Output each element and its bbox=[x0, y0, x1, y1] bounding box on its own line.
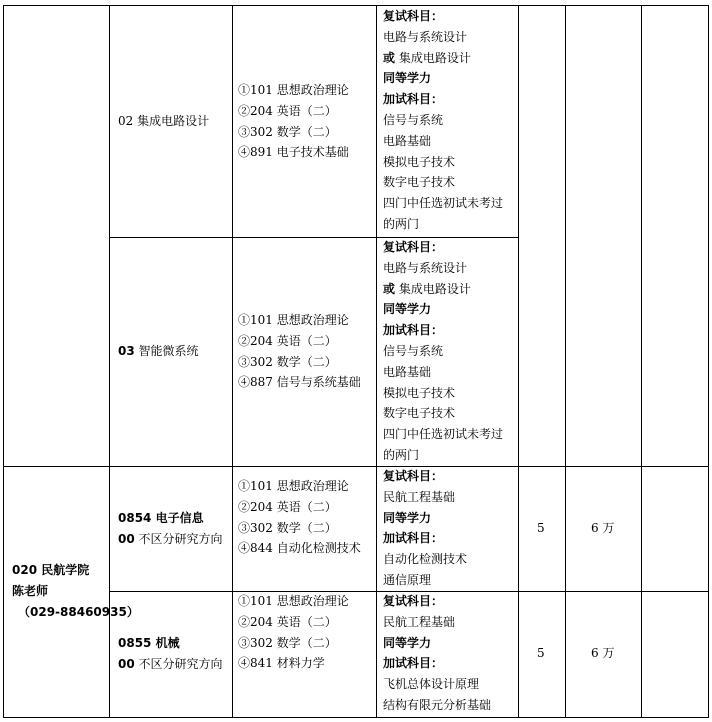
retest-line bbox=[383, 279, 471, 300]
retest-line-text: 或 bbox=[383, 281, 396, 296]
retest-line-text: 电路与系统设计 bbox=[383, 29, 468, 44]
sub-name: 不区分研究方向 bbox=[134, 656, 223, 671]
retest-line-text: 数字电子技术 bbox=[383, 175, 456, 190]
retest-line-text: 同等学力 bbox=[383, 302, 432, 317]
exam-subject: ③302 数学（二） bbox=[238, 354, 337, 369]
retest-line-text: 复试科目： bbox=[383, 240, 444, 254]
retest-line bbox=[383, 110, 443, 131]
exam-subject: ②204 英语（二） bbox=[238, 333, 337, 348]
retest-line bbox=[383, 633, 431, 654]
retest-line-text: 数字电子技术 bbox=[383, 406, 456, 421]
exam-subject: ①101 思想政治理论 bbox=[238, 594, 349, 608]
retest-line-text: 加试科目： bbox=[383, 323, 444, 338]
retest-line-text: 自动化检测技术 bbox=[383, 552, 468, 567]
retest-line-text: 同等学力 bbox=[383, 635, 432, 650]
retest-line bbox=[383, 152, 455, 173]
major-cell: 0855 机械 bbox=[118, 636, 180, 650]
college-contact: 陈老师 bbox=[12, 584, 49, 598]
fee-cell: 6 万 bbox=[591, 521, 615, 535]
exam-subject: ①101 思想政治理论 bbox=[238, 83, 349, 97]
table-rule bbox=[641, 5, 642, 718]
quota-cell: 5 bbox=[537, 646, 545, 660]
table-rule bbox=[376, 5, 377, 718]
retest-line bbox=[383, 424, 503, 445]
retest-line-text: 结构有限元分析基础 bbox=[383, 698, 492, 712]
exam-subject: ④891 电子技术基础 bbox=[238, 145, 349, 160]
retest-line-text: 同等学力 bbox=[383, 510, 432, 525]
retest-line bbox=[383, 528, 443, 549]
retest-line bbox=[383, 258, 467, 279]
table-rule bbox=[109, 237, 518, 238]
retest-line-text: 加试科目： bbox=[383, 531, 444, 546]
major-cell: 0854 电子信息 bbox=[118, 511, 204, 525]
retest-line-text: 的两门 bbox=[383, 448, 420, 462]
table-rule bbox=[565, 5, 566, 718]
retest-line bbox=[383, 612, 455, 633]
retest-line-text: 或 bbox=[383, 50, 396, 65]
exam-subject: ③302 数学（二） bbox=[238, 520, 337, 535]
retest-line bbox=[383, 193, 503, 214]
retest-line bbox=[383, 89, 443, 110]
sub-name: 不区分研究方向 bbox=[134, 531, 223, 546]
college-name: 020 民航学院 bbox=[12, 563, 90, 577]
retest-line bbox=[383, 508, 431, 529]
retest-line bbox=[383, 362, 431, 383]
exam-subject: ③302 数学（二） bbox=[238, 635, 337, 650]
retest-line bbox=[383, 570, 431, 591]
retest-line-text: 集成电路设计 bbox=[395, 50, 471, 65]
retest-line-text: 集成电路设计 bbox=[395, 281, 471, 296]
exam-subject: ②204 英语（二） bbox=[238, 499, 337, 514]
retest-line bbox=[383, 172, 455, 193]
retest-line bbox=[383, 445, 419, 466]
retest-line-text: 电路基础 bbox=[383, 133, 432, 148]
retest-line bbox=[383, 27, 467, 48]
retest-line bbox=[383, 487, 455, 508]
retest-line bbox=[383, 6, 443, 27]
retest-line-text: 复试科目： bbox=[383, 594, 444, 608]
quota-cell: 5 bbox=[537, 521, 545, 535]
exam-subject: ①101 思想政治理论 bbox=[238, 479, 349, 493]
table-rule bbox=[708, 5, 709, 718]
retest-line-text: 通信原理 bbox=[383, 573, 432, 587]
exam-subject: ④841 材料力学 bbox=[238, 656, 325, 671]
retest-line-text: 电路基础 bbox=[383, 364, 432, 379]
retest-line-text: 复试科目： bbox=[383, 9, 444, 23]
retest-line-text: 同等学力 bbox=[383, 71, 432, 86]
retest-line-text: 四门中任选初试未考过 bbox=[383, 427, 504, 442]
retest-line-text: 加试科目： bbox=[383, 656, 444, 671]
table-rule bbox=[232, 5, 233, 718]
retest-line bbox=[383, 341, 443, 362]
retest-line bbox=[383, 653, 443, 674]
retest-line bbox=[383, 48, 471, 69]
direction-code: 03 bbox=[118, 344, 135, 358]
retest-line-text: 模拟电子技术 bbox=[383, 385, 456, 400]
retest-line bbox=[383, 214, 419, 235]
college-phone: （029-88460935） bbox=[18, 605, 139, 619]
sub-code: 00 bbox=[118, 531, 135, 546]
exam-subject: ③302 数学（二） bbox=[238, 124, 337, 139]
retest-line bbox=[383, 403, 455, 424]
direction-name: 智能微系统 bbox=[134, 344, 199, 358]
retest-line bbox=[383, 549, 467, 570]
retest-line-text: 模拟电子技术 bbox=[383, 154, 456, 169]
retest-line-text: 四门中任选初试未考过 bbox=[383, 196, 504, 211]
retest-line bbox=[383, 695, 491, 716]
retest-line-text: 信号与系统 bbox=[383, 113, 444, 127]
retest-line bbox=[383, 299, 431, 320]
retest-line-text: 复试科目： bbox=[383, 469, 444, 483]
exam-subject: ②204 英语（二） bbox=[238, 103, 337, 118]
retest-line bbox=[383, 320, 443, 341]
exam-subject: ④844 自动化检测技术 bbox=[238, 541, 361, 556]
retest-line-text: 民航工程基础 bbox=[383, 614, 456, 629]
sub-code: 00 bbox=[118, 656, 135, 671]
exam-subject: ①101 思想政治理论 bbox=[238, 313, 349, 327]
retest-line bbox=[383, 383, 455, 404]
retest-line-text: 的两门 bbox=[383, 217, 420, 231]
exam-subject: ②204 英语（二） bbox=[238, 614, 337, 629]
retest-line bbox=[383, 674, 479, 695]
table-rule bbox=[3, 5, 4, 718]
retest-line-text: 信号与系统 bbox=[383, 344, 444, 358]
retest-line-text: 加试科目： bbox=[383, 92, 444, 107]
direction-cell: 02 集成电路设计 bbox=[118, 114, 210, 128]
sub-direction-cell bbox=[118, 529, 223, 550]
direction-cell bbox=[118, 341, 199, 362]
retest-line bbox=[383, 237, 443, 258]
exam-subject: ④887 信号与系统基础 bbox=[238, 375, 361, 390]
retest-line-text: 民航工程基础 bbox=[383, 489, 456, 504]
retest-line bbox=[383, 591, 443, 612]
fee-cell: 6 万 bbox=[591, 646, 615, 660]
table-rule bbox=[518, 5, 519, 718]
retest-line bbox=[383, 68, 431, 89]
retest-line-text: 飞机总体设计原理 bbox=[383, 677, 480, 692]
sub-direction-cell bbox=[118, 654, 223, 675]
retest-line bbox=[383, 466, 443, 487]
retest-line-text: 电路与系统设计 bbox=[383, 260, 468, 275]
retest-line bbox=[383, 131, 431, 152]
